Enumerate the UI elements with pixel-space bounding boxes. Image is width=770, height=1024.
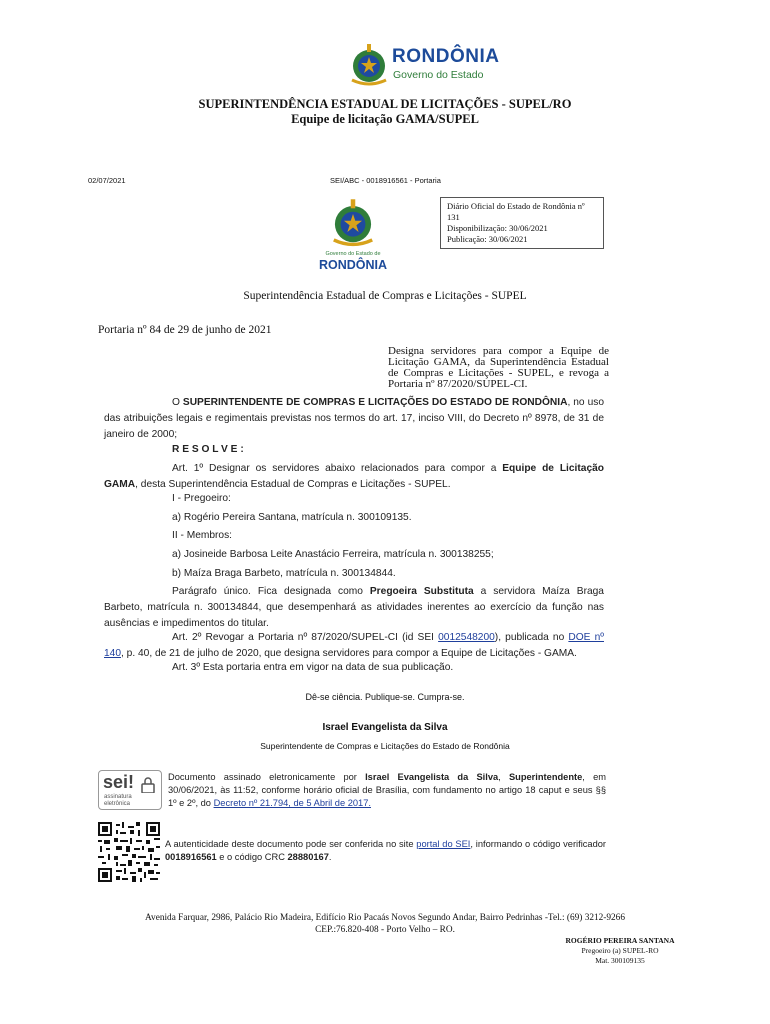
pu-c: a servidora Maíza Braga Barbeto, matrícula n. 300134844, que desempenhará as atividades inerentes ao exercício da função nas ausências e impedimentos do titular.: [104, 586, 604, 629]
resolve-heading: R E S O L V E :: [172, 444, 244, 455]
state-crest-icon: [329, 197, 377, 249]
print-sei-id: SEI/ABC - 0018916561 - Portaria: [330, 176, 441, 185]
article-2: [104, 630, 604, 662]
sig-t2: Israel Evangelista da Silva: [365, 772, 499, 782]
preamble-b: SUPERINTENDENTE DE COMPRAS E LICITAÇÕES DO ESTADO DE RONDÔNIA: [182, 397, 568, 408]
mid-logo-sub: Governo do Estado de: [325, 251, 381, 257]
footer-address1: Avenida Farquar, 2986, Palácio Rio Madeira, Edifício Rio Pacaás Novos Segundo Andar, Bairro Pedrinhas -Tel.: (69) 3212-9266: [145, 913, 625, 923]
rubric-name: ROGÉRIO PEREIRA SANTANA: [565, 936, 675, 945]
top-logo-name: RONDÔNIA: [392, 46, 500, 67]
state-crest-icon: [348, 42, 390, 88]
preamble-c: , no uso das atribuições legais e regimentais previstas nos termos do art. 17, inciso VIII, do Decreto nº 8978, de 31 de janeiro de 2000;: [104, 397, 604, 440]
sig-t5: , em 30/06/2021, às 11:52, conforme horário oficial de Brasília, com fundamento no artigo 18 caput e seus §§ 1º e 2º, do: [168, 772, 606, 808]
crc-code: 28880167: [287, 852, 329, 862]
ementa: Designa servidores para compor a Equipe de Licitação GAMA, da Superintendência Estadual de Compras e Licitações - SUPEL, e revoga a Portaria nº 87/2020/SUPEL-CI.: [388, 345, 609, 390]
preamble: [104, 395, 604, 443]
sei-logo-text: sei!: [103, 772, 135, 792]
closing: Dê-se ciência. Publique-se. Cumpra-se.: [305, 692, 465, 702]
paragrafo-unico: [104, 584, 604, 632]
qr-code-icon: [98, 822, 160, 882]
top-logo-sub: Governo do Estado: [393, 69, 484, 81]
authenticity-text: [165, 838, 606, 864]
sei-id-link[interactable]: 0012548200: [438, 632, 495, 643]
mid-logo: [318, 197, 388, 277]
article-1: [104, 461, 604, 493]
header-line2: Equipe de licitação GAMA/SUPEL: [291, 112, 479, 126]
pu-b: Pregoeira Substituta: [369, 586, 474, 597]
rubric-mat: Mat. 300109135: [595, 956, 645, 965]
pu-a: Parágrafo único. Fica designada como: [172, 586, 370, 597]
sig-t1: Documento assinado eletronicamente por: [168, 772, 366, 782]
diario-line3: Publicação: 30/06/2021: [447, 234, 528, 244]
sei-signature-text: [168, 771, 606, 810]
article-3: Art. 3º Esta portaria entra em vigor na data de sua publicação.: [172, 662, 454, 673]
sig-t4: Superintendente: [508, 772, 583, 782]
footer-address2: CEP.:76.820-408 - Porto Velho – RO.: [315, 925, 455, 935]
art2-c: , p. 40, de 21 de julho de 2020, que designa servidores para compor a Equipe de Licitações - GAMA.: [121, 648, 577, 659]
membro-item-a: a) Josineide Barbosa Leite Anastácio Ferreira, matrícula n. 300138255;: [172, 549, 494, 560]
preamble-a: O: [172, 397, 183, 408]
sei-signature-logo: [98, 770, 162, 810]
sei-logo-sub1: assinatura: [104, 794, 132, 800]
sig-t3: ,: [498, 772, 509, 782]
rubric-role: Pregoeiro (a) SUPEL-RO: [581, 946, 659, 955]
auth-t1: A autenticidade deste documento pode ser conferida no site: [165, 839, 417, 849]
top-logo: [348, 42, 500, 88]
art1-b: Equipe de Licitação GAMA: [104, 463, 604, 490]
art2-a: Art. 2º Revogar a Portaria nº 87/2020/SUPEL-CI (id SEI: [172, 632, 439, 643]
pregoeiro-heading: I - Pregoeiro:: [172, 493, 231, 504]
sei-logo-sub2: eletrônica: [104, 801, 131, 807]
lock-icon: [141, 777, 155, 793]
diario-line1: Diário Oficial do Estado de Rondônia nº 131: [447, 201, 585, 222]
auth-t4: .: [328, 852, 332, 862]
print-date: 02/07/2021: [88, 176, 126, 185]
portal-sei-link[interactable]: portal do SEI: [416, 839, 471, 849]
membros-heading: II - Membros:: [172, 530, 233, 541]
decreto-link[interactable]: Decreto nº 21.794, de 5 Abril de 2017.: [213, 798, 371, 808]
agency-title: Superintendência Estadual de Compras e Licitações - SUPEL: [243, 290, 527, 302]
signer-role: Superintendente de Compras e Licitações do Estado de Rondônia: [260, 741, 510, 751]
membro-item-b: b) Maíza Braga Barbeto, matrícula n. 300134844.: [172, 568, 396, 579]
art1-c: , desta Superintendência Estadual de Compras e Licitações - SUPEL.: [135, 479, 451, 490]
portaria-title: Portaria nº 84 de 29 de junho de 2021: [98, 324, 272, 336]
art2-b: ), publicada no: [494, 632, 569, 643]
header-line1: SUPERINTENDÊNCIA ESTADUAL DE LICITAÇÕES - SUPEL/RO: [198, 97, 572, 111]
doe-link[interactable]: DOE nº 140: [104, 632, 604, 659]
auth-t3: e o código CRC: [216, 852, 288, 862]
mid-logo-name: RONDÔNIA: [318, 258, 388, 272]
signer-name: Israel Evangelista da Silva: [322, 722, 448, 733]
verification-code: 0018916561: [165, 852, 217, 862]
diario-oficial-stamp: [440, 197, 604, 249]
art1-a: Art. 1º Designar os servidores abaixo relacionados para compor a: [172, 463, 503, 474]
diario-line2: Disponibilização: 30/06/2021: [447, 223, 548, 233]
auth-t2: , informando o código verificador: [470, 839, 607, 849]
pregoeiro-item: a) Rogério Pereira Santana, matrícula n. 300109135.: [172, 512, 412, 523]
